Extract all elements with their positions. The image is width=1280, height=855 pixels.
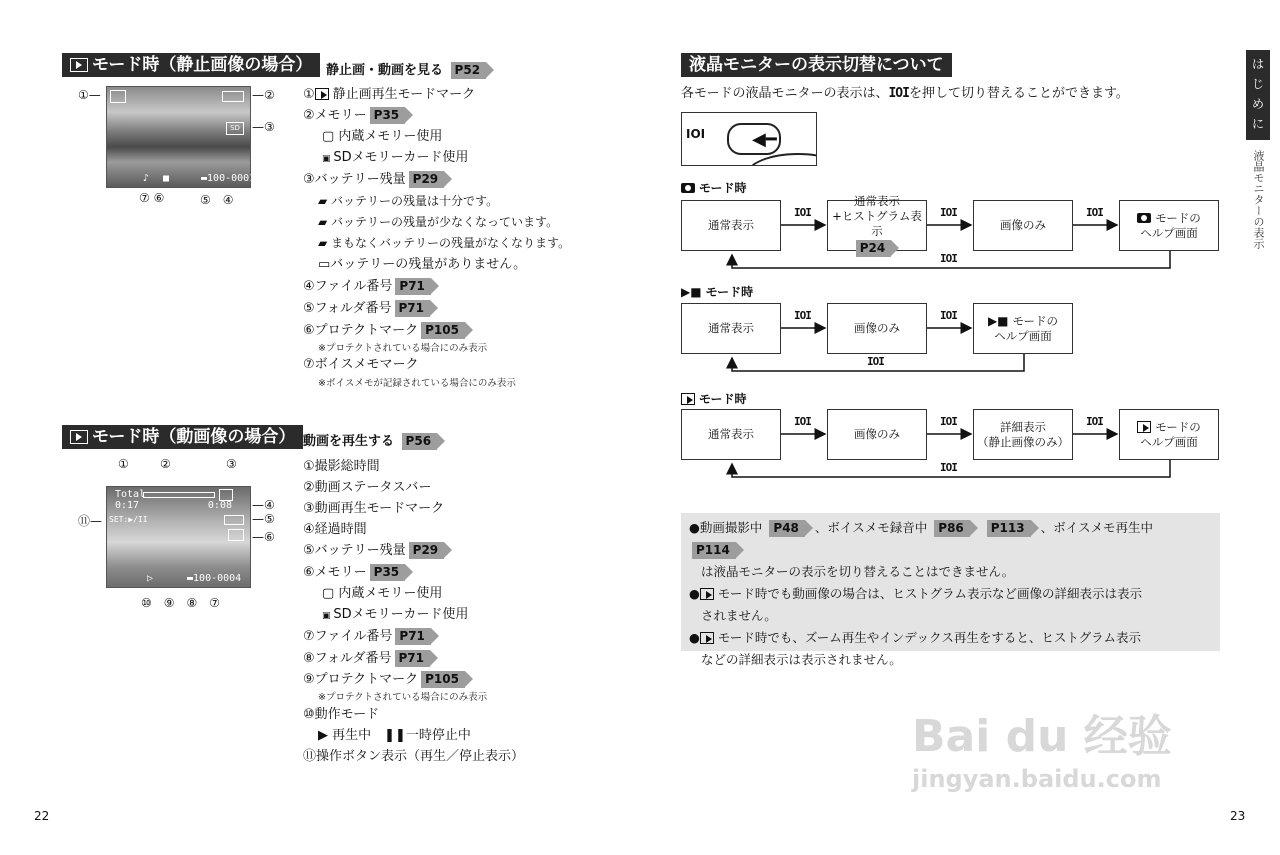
item-protect-mark: ⑥プロテクトマーク P105 (303, 322, 475, 340)
voice-memo-icon: ♪ (143, 173, 150, 184)
item-battery-empty: ▭バッテリーの残量がありません。 (318, 257, 527, 272)
flow-arrows (675, 195, 1230, 485)
movie-mode-header: モード時（動画像の場合） (62, 425, 303, 449)
item-folder-number: ⑤フォルダ番号 P71 (303, 300, 440, 318)
page-ref[interactable]: P114 (692, 542, 736, 559)
callout-11: ⑪— (78, 514, 103, 528)
item-file-number: ⑦ファイル番号 P71 (303, 628, 441, 646)
page-ref[interactable]: P56 (402, 433, 438, 450)
ioi-label: IOI (1086, 206, 1103, 219)
operation-button-icon: SET:▶/II (109, 515, 148, 524)
folder-file-number: ▬100-0004 (187, 573, 242, 584)
display-button-illustration (681, 112, 817, 166)
page-ref[interactable]: P113 (987, 520, 1031, 537)
movie-lcd-screen: Total 0:17 0:08 SET:▶/II ▷ ▬100-0004 (106, 486, 251, 588)
ioi-label: IOI (867, 355, 884, 368)
page-ref[interactable]: P71 (395, 650, 431, 667)
note-1: ●動画撮影中 P48 、ボイスメモ録音中 P86 P113 、ボイスメモ再生中 P114 (689, 520, 1153, 557)
item-total-time: ①撮影総時間 (303, 459, 380, 474)
still-mode-header: モード時（静止画像の場合） (62, 53, 320, 77)
baidu-watermark-url: jingyan.baidu.com (912, 765, 1162, 793)
ioi-label: IOI (940, 415, 957, 428)
item-status-bar: ②動画ステータスバー (303, 480, 432, 495)
video-camera-icon: ▶■ (987, 313, 1009, 328)
callout-7-6: ⑦ ⑥ (139, 191, 165, 205)
internal-memory-icon: ▢ (322, 129, 339, 144)
ioi-label: IOI (794, 415, 811, 428)
item-file-number: ④ファイル番号 P71 (303, 278, 441, 296)
sd-card-icon: ▣ (322, 154, 334, 164)
page-ref[interactable]: P29 (409, 171, 445, 188)
item-elapsed-time: ④経過時間 (303, 522, 367, 537)
page-ref[interactable]: P35 (370, 107, 406, 124)
flow-normal-display: 通常表示 (681, 409, 781, 460)
callout-5-4: ⑤ ④ (200, 193, 234, 207)
page-number-right: 23 (1230, 809, 1246, 823)
playback-icon (70, 430, 88, 444)
ioi-label: IOI (1086, 415, 1103, 428)
sd-card-icon: SD (226, 122, 244, 135)
display-switch-header: 液晶モニターの表示切替について (681, 53, 952, 77)
page-ref[interactable]: P86 (934, 520, 970, 537)
playback-icon (700, 632, 714, 644)
item-memory: ⑥メモリー P35 (303, 564, 415, 582)
item-voice-memo: ⑦ボイスメモマーク (303, 357, 419, 372)
video-mode-heading: ▶■ モード時 (681, 285, 754, 299)
callout-3: ③ (226, 457, 237, 471)
item-protect-mark: ⑨プロテクトマーク P105 (303, 671, 475, 689)
ioi-label: IOI (686, 127, 706, 141)
battery-icon (224, 515, 244, 525)
page-ref[interactable]: P105 (421, 671, 465, 688)
item-battery-low: ▰ バッテリーの残量が少なくなっています。 (318, 215, 559, 229)
item-memory: ②メモリー P35 (303, 107, 415, 125)
flow-help-screen: ▶■ モードの ヘルプ画面 (973, 303, 1073, 354)
flow-normal-histogram: 通常表示 +ヒストグラム表示 P24 (827, 200, 927, 251)
ioi-label: IOI (940, 309, 957, 322)
battery-empty-icon: ▭ (318, 257, 331, 272)
flow-help-screen: モードの ヘルプ画面 (1119, 200, 1219, 251)
arrow-left-icon: ◀━ (752, 129, 777, 150)
still-lcd-screen (106, 86, 256, 188)
ioi-label: IOI (940, 206, 957, 219)
page-ref[interactable]: P71 (395, 300, 431, 317)
note-3: ● モード時でも、ズーム再生やインデックス再生をすると、ヒストグラム表示 (689, 630, 1142, 645)
side-tab: は じ め に (1246, 50, 1270, 140)
playback-icon (700, 588, 714, 600)
page-ref[interactable]: P24 (856, 240, 892, 257)
flow-image-only: 画像のみ (973, 200, 1073, 251)
note-2: ● モード時でも動画像の場合は、ヒストグラム表示など画像の詳細表示は表示 (689, 586, 1143, 601)
page-ref[interactable]: P35 (370, 564, 406, 581)
item-movie-mark: ③動画再生モードマーク (303, 501, 445, 516)
callout-6: —⑥ (252, 530, 275, 544)
callout-2: —② (252, 88, 275, 102)
item-internal-memory: ▢ 内蔵メモリー使用 (322, 129, 443, 144)
folder-file-number: ▬100-0001 (201, 173, 256, 184)
page-number-left: 22 (34, 809, 50, 823)
side-label: 液晶モニターの表示 (1252, 150, 1265, 249)
movie-subheading: 動画を再生する P56 (303, 430, 447, 450)
battery-icon (222, 91, 244, 102)
page-ref[interactable]: P48 (769, 520, 805, 537)
playback-mark-icon (110, 90, 126, 103)
item-operation-mode: ⑩動作モード (303, 707, 380, 722)
baidu-watermark-logo: Bai du 经验 (912, 711, 1172, 762)
item-battery-very-low: ▰ まもなくバッテリーの残量がなくなります。 (318, 236, 571, 250)
flow-normal-display: 通常表示 (681, 303, 781, 354)
page-ref[interactable]: P29 (409, 542, 445, 559)
still-subheading: 静止画・動画を見る P52 (326, 59, 496, 79)
battery-low-icon: ▰ (318, 215, 332, 229)
item-operation-button: ⑪操作ボタン表示（再生／停止表示） (303, 749, 525, 764)
ioi-label: IOI (794, 309, 811, 322)
item-sd-memory: ▣ SDメモリーカード使用 (322, 607, 469, 622)
flow-detail-display: 詳細表示 （静止画像のみ） (973, 409, 1073, 460)
flow-normal-display: 通常表示 (681, 200, 781, 251)
item-battery: ⑤バッテリー残量 P29 (303, 542, 454, 560)
internal-memory-icon: ▢ (322, 586, 339, 601)
callout-1: ①— (78, 88, 101, 102)
sd-card-icon: ▣ (322, 611, 334, 621)
flow-image-only: 画像のみ (827, 409, 927, 460)
callout-1: ① (118, 457, 129, 471)
page-ref[interactable]: P71 (395, 628, 431, 645)
note-2-cont: されません。 (701, 608, 777, 623)
item-battery: ③バッテリー残量 P29 (303, 171, 454, 189)
protect-note: ※プロテクトされている場合にのみ表示 (318, 343, 488, 354)
item-folder-number: ⑧フォルダ番号 P71 (303, 650, 440, 668)
notes-box (681, 513, 1220, 667)
item-sd-memory: ▣ SDメモリーカード使用 (322, 150, 469, 165)
item-play-pause: ▶ 再生中 ❚❚一時停止中 (318, 728, 471, 743)
page-ref[interactable]: P71 (395, 278, 431, 295)
flow-help-screen: モードの ヘルプ画面 (1119, 409, 1219, 460)
intro-text: 各モードの液晶モニターの表示は、IOIを押して切り替えることができます。 (681, 86, 1129, 101)
movie-status-bar (143, 492, 215, 498)
page-ref[interactable]: P52 (451, 62, 487, 79)
callout-10-9-8-7: ⑩ ⑨ ⑧ ⑦ (141, 596, 221, 610)
callout-5: —⑤ (252, 512, 275, 526)
playback-icon (315, 88, 329, 100)
camera-icon (681, 183, 695, 193)
item-battery-full: ▰ バッテリーの残量は十分です。 (318, 194, 499, 208)
battery-full-icon: ▰ (318, 194, 332, 208)
play-mode-heading: モード時 (681, 390, 747, 407)
ioi-label: IOI (794, 206, 811, 219)
callout-3: —③ (252, 120, 275, 134)
playback-icon (70, 58, 88, 72)
protect-note: ※プロテクトされている場合にのみ表示 (318, 692, 488, 703)
ioi-label: IOI (940, 461, 957, 474)
note-3-cont: などの詳細表示は表示されません。 (701, 652, 902, 667)
item-internal-memory: ▢ 内蔵メモリー使用 (322, 586, 443, 601)
page-ref[interactable]: P105 (421, 322, 465, 339)
camera-mode-heading: モード時 (681, 179, 747, 196)
ioi-label: IOI (940, 252, 957, 265)
item-still-mark: ① 静止画再生モードマーク (303, 87, 476, 102)
note-1-cont: は液晶モニターの表示を切り替えることはできません。 (701, 564, 1015, 579)
battery-very-low-icon: ▰ (318, 236, 332, 250)
sd-card-icon (228, 529, 244, 541)
callout-4: —④ (252, 498, 275, 512)
flow-image-only: 画像のみ (827, 303, 927, 354)
callout-2: ② (160, 457, 171, 471)
voice-memo-note: ※ボイスメモが記録されている場合にのみ表示 (318, 378, 516, 389)
video-camera-icon: ▶■ (681, 285, 702, 299)
protect-icon: ■ (163, 173, 170, 184)
play-state-icon: ▷ (147, 573, 154, 584)
